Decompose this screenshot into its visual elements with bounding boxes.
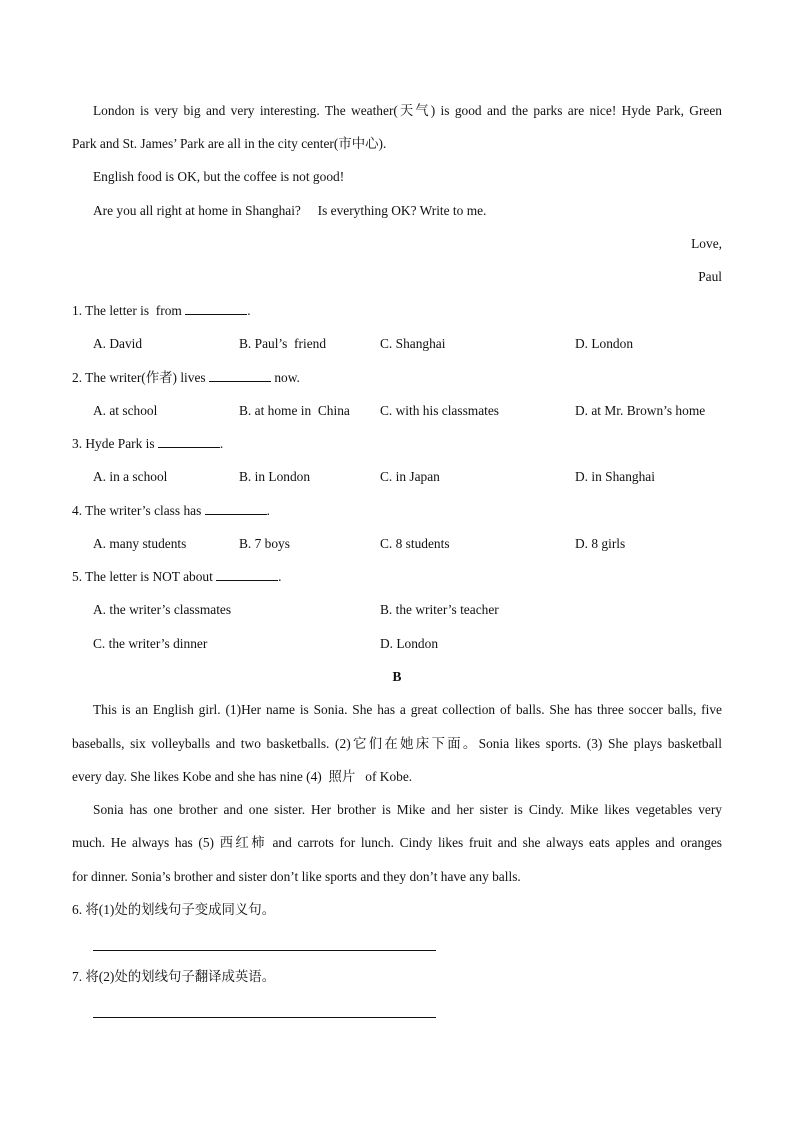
- question-1-blank[interactable]: [185, 303, 247, 315]
- question-2-blank[interactable]: [209, 370, 271, 382]
- document-page: [72, 0, 722, 1123]
- question-2-option-a[interactable]: A. at school: [93, 403, 158, 418]
- letter-closing: Love,: [691, 236, 722, 251]
- question-5-option-a[interactable]: A. the writer’s classmates: [93, 602, 232, 617]
- letter-paragraph-3: Are you all right at home in Shanghai? Is everything OK? Write to me.: [93, 203, 487, 218]
- task-6-prompt: 6. 将(1)处的划线句子变成同义句。: [72, 902, 276, 917]
- section-b-paragraph-1-line-2: baseballs, six volleyballs and two basketballs. (2)它们在她床下面。Sonia likes sports. (3) She plays basketball: [72, 736, 722, 751]
- question-1-suffix: .: [247, 303, 251, 318]
- question-1-text: 1. The letter is from: [72, 303, 186, 318]
- letter-paragraph-1-line-1: London is very big and very interesting. The weather(天气) is good and the parks are nice! Hyde Park, Green: [93, 103, 722, 118]
- question-3-option-b[interactable]: B. in London: [239, 469, 311, 484]
- letter-signature: Paul: [698, 269, 722, 284]
- question-3-option-d[interactable]: D. in Shanghai: [575, 469, 655, 484]
- question-4-option-b[interactable]: B. 7 boys: [239, 536, 290, 551]
- task-7-prompt: 7. 将(2)处的划线句子翻译成英语。: [72, 969, 276, 984]
- question-3-stem: [72, 436, 223, 452]
- question-3-suffix: .: [219, 436, 224, 451]
- task-7-answer-line[interactable]: [93, 1017, 436, 1018]
- question-5-option-d[interactable]: D. London: [380, 636, 439, 651]
- question-4-stem: [72, 503, 270, 519]
- section-b-paragraph-2-line-1: Sonia has one brother and one sister. Her brother is Mike and her sister is Cindy. Mike likes vegetables very: [93, 802, 722, 817]
- question-2-option-b[interactable]: B. at home in China: [239, 403, 350, 418]
- question-4-text: 4. The writer’s class has: [72, 503, 205, 518]
- letter-paragraph-2: English food is OK, but the coffee is not good!: [93, 169, 345, 184]
- question-1-option-a[interactable]: A. David: [93, 336, 143, 351]
- question-4-blank[interactable]: [205, 503, 267, 515]
- question-4-option-c[interactable]: C. 8 students: [380, 536, 450, 551]
- question-5-suffix: .: [278, 569, 282, 584]
- question-1-option-d[interactable]: D. London: [575, 336, 634, 351]
- question-5-option-b[interactable]: B. the writer’s teacher: [380, 602, 499, 617]
- question-3-option-a[interactable]: A. in a school: [93, 469, 168, 484]
- task-6-answer-line[interactable]: [93, 950, 436, 951]
- question-2-stem: [72, 370, 300, 386]
- question-3-option-c[interactable]: C. in Japan: [380, 469, 440, 484]
- question-5-blank[interactable]: [216, 569, 278, 581]
- section-b-paragraph-2-line-3: for dinner. Sonia’s brother and sister don’t like sports and they don’t have any balls.: [72, 869, 521, 884]
- letter-paragraph-1-line-2: Park and St. James’ Park are all in the city center(市中心).: [72, 136, 387, 151]
- question-5-stem: [72, 569, 282, 585]
- question-1-option-c[interactable]: C. Shanghai: [380, 336, 446, 351]
- question-3-blank[interactable]: [158, 436, 220, 448]
- section-b-heading: B: [392, 669, 402, 684]
- question-4-suffix: .: [266, 503, 270, 518]
- section-b-paragraph-1-line-3: every day. She likes Kobe and she has nine (4) 照片 of Kobe.: [72, 769, 413, 784]
- question-4-option-a[interactable]: A. many students: [93, 536, 187, 551]
- question-5-option-c[interactable]: C. the writer’s dinner: [93, 636, 208, 651]
- question-2-text: 2. The writer(作者) lives: [72, 370, 209, 385]
- question-2-option-d[interactable]: D. at Mr. Brown’s home: [575, 403, 706, 418]
- question-1-option-b[interactable]: B. Paul’s friend: [239, 336, 327, 351]
- question-3-text: 3. Hyde Park is: [72, 436, 158, 451]
- question-4-option-d[interactable]: D. 8 girls: [575, 536, 626, 551]
- question-2-option-c[interactable]: C. with his classmates: [380, 403, 500, 418]
- section-b-paragraph-1-line-1: This is an English girl. (1)Her name is Sonia. She has a great collection of balls. She has three soccer balls, five: [93, 702, 722, 717]
- question-5-text: 5. The letter is NOT about: [72, 569, 217, 584]
- question-1-stem: [72, 303, 251, 319]
- question-2-suffix: now.: [270, 370, 300, 385]
- section-b-paragraph-2-line-2: much. He always has (5) 西红柿 and carrots for lunch. Cindy likes fruit and she always eats apples and oranges: [72, 835, 722, 850]
